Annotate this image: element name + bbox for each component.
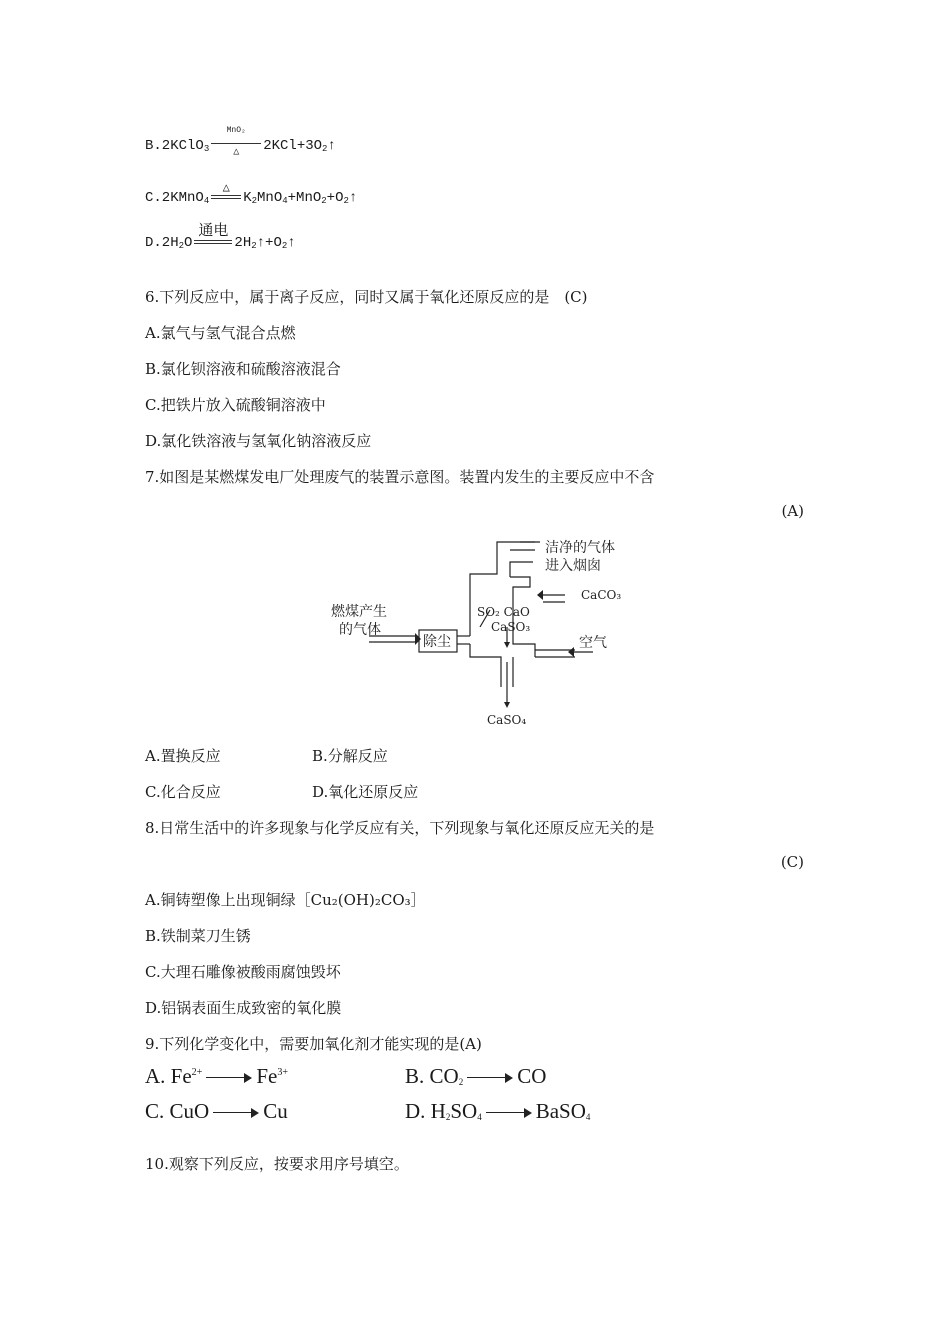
arrow-icon bbox=[213, 1108, 259, 1118]
q5-d-reactant-2: O bbox=[184, 235, 193, 251]
q5-d-condition bbox=[194, 221, 232, 249]
q5-b-reactant: B.2KClO bbox=[145, 138, 204, 154]
q9-d-left-sub2: 4 bbox=[477, 1112, 482, 1122]
q7-option-a: A.置换反应 bbox=[145, 747, 221, 765]
q9-b-right: CO bbox=[517, 1064, 547, 1088]
q5-option-c: C.2KMnO$_4$ △ $K_2MnO_4+MnO_2+O_2↑$ bbox=[145, 181, 358, 206]
q9-d-right: BaSO bbox=[535, 1099, 586, 1123]
q9-c-right: Cu bbox=[263, 1099, 288, 1123]
dust-label: 除尘 bbox=[423, 634, 451, 650]
q5-option-d: $D.2H_2O$ 通电 $2H_2↑+O_2↑$ bbox=[145, 221, 296, 251]
q9-d-left-sub1: 2 bbox=[445, 1112, 451, 1122]
q9-d-left: D. H bbox=[405, 1099, 446, 1123]
gas-arrow: ↑ bbox=[348, 190, 358, 206]
q8-answer: (C) bbox=[780, 853, 804, 871]
q5-c-reactant: C.2KMnO bbox=[145, 190, 204, 206]
q8-option-a: A.铜铸塑像上出现铜绿［Cu₂(OH)₂CO₃］ bbox=[145, 891, 426, 909]
q5-d-product-1: 2H bbox=[234, 235, 252, 251]
q8-stem: 8.日常生活中的许多现象与化学反应有关，下列现象与氧化还原反应无关的是 bbox=[145, 819, 655, 837]
q5-c-condition bbox=[211, 181, 241, 204]
arrow-icon bbox=[467, 1073, 513, 1083]
q5-c-product-4: +O bbox=[326, 190, 344, 206]
arrow-icon bbox=[486, 1108, 532, 1118]
coal-gas-label-2: 的气体 bbox=[339, 622, 381, 638]
q5-d-electrolysis: 通电 bbox=[198, 221, 229, 240]
q5-d-reactant: D.2H bbox=[145, 235, 179, 251]
clean-gas-label-2: 进入烟囱 bbox=[545, 558, 601, 574]
q8-option-c: C.大理石雕像被酸雨腐蚀毁坏 bbox=[145, 963, 341, 981]
so2-cao-label: SO₂ CaO bbox=[477, 605, 530, 619]
caso4-label: CaSO₄ bbox=[487, 713, 527, 727]
q5-b-heat: △ bbox=[233, 147, 240, 159]
q5-c-product-1: K bbox=[243, 190, 252, 206]
q9-a-left-charge: 2+ bbox=[191, 1067, 203, 1078]
q9-d-right-sub: 4 bbox=[585, 1112, 591, 1122]
q7-stem: 7.如图是某燃煤发电厂处理废气的装置示意图。装置内发生的主要反应中不含 bbox=[145, 468, 655, 486]
q5-b-catalyst: MnO₂ bbox=[226, 126, 246, 136]
q9-d-left-mid: SO bbox=[450, 1099, 478, 1123]
gas-arrow: ↑ bbox=[287, 235, 296, 251]
q6-option-b: B.氯化钡溶液和硫酸溶液混合 bbox=[145, 360, 341, 378]
q8-option-b: B.铁制菜刀生锈 bbox=[145, 927, 251, 945]
q5-c-product-2: MnO bbox=[257, 190, 283, 206]
gas-arrow: ↑ bbox=[327, 138, 336, 154]
q5-b-condition bbox=[211, 126, 261, 159]
q9-a-right: Fe bbox=[256, 1064, 278, 1088]
q7-option-b: B.分解反应 bbox=[312, 747, 388, 765]
q9-option-b bbox=[405, 1064, 546, 1089]
q9-option-d bbox=[405, 1099, 590, 1124]
q9-option-a bbox=[145, 1064, 288, 1089]
caso3-label: CaSO₃ bbox=[491, 620, 531, 634]
q10-stem: 10.观察下列反应，按要求用序号填空。 bbox=[145, 1155, 409, 1173]
q9-b-left: B. CO bbox=[405, 1064, 459, 1088]
q5-c-product-3: +MnO bbox=[287, 190, 322, 206]
q6-option-a: A.氯气与氢气混合点燃 bbox=[145, 324, 296, 342]
q9-stem: 9.下列化学变化中，需要加氧化剂才能实现的是(A) bbox=[145, 1035, 482, 1053]
q6-stem: 6.下列反应中，属于离子反应，同时又属于氧化还原反应的是 (C) bbox=[145, 288, 588, 306]
q7-option-d: D.氧化还原反应 bbox=[312, 783, 419, 801]
caco3-label: CaCO₃ bbox=[581, 588, 622, 602]
q5-d-product-2: ↑+O bbox=[256, 235, 282, 251]
q9-option-c bbox=[145, 1099, 288, 1124]
q6-option-d: D.氯化铁溶液与氢氧化钠溶液反应 bbox=[145, 432, 372, 450]
q9-c-left: C. CuO bbox=[145, 1099, 210, 1123]
q9-a-left: A. Fe bbox=[145, 1064, 192, 1088]
q7-answer: (A) bbox=[781, 502, 804, 520]
coal-gas-label-1: 燃煤产生 bbox=[331, 604, 387, 620]
arrow-icon bbox=[206, 1073, 252, 1083]
q9-a-right-charge: 3+ bbox=[277, 1067, 288, 1078]
q5-c-heat: △ bbox=[222, 181, 230, 196]
q5-b-product: 2KCl+3O bbox=[263, 138, 323, 154]
q7-option-c: C.化合反应 bbox=[145, 783, 221, 801]
q8-option-d: D.铝锅表面生成致密的氧化膜 bbox=[145, 999, 342, 1017]
q9-b-left-sub: 2 bbox=[458, 1077, 464, 1087]
q6-option-c: C.把铁片放入硫酸铜溶液中 bbox=[145, 396, 326, 414]
clean-gas-label-1: 洁净的气体 bbox=[545, 540, 615, 556]
q5-option-b: B.2KClO$_3$ MnO₂ △ $2KCl+3O_2↑$ bbox=[145, 126, 336, 159]
q7-diagram bbox=[325, 532, 645, 732]
air-label: 空气 bbox=[579, 635, 607, 651]
